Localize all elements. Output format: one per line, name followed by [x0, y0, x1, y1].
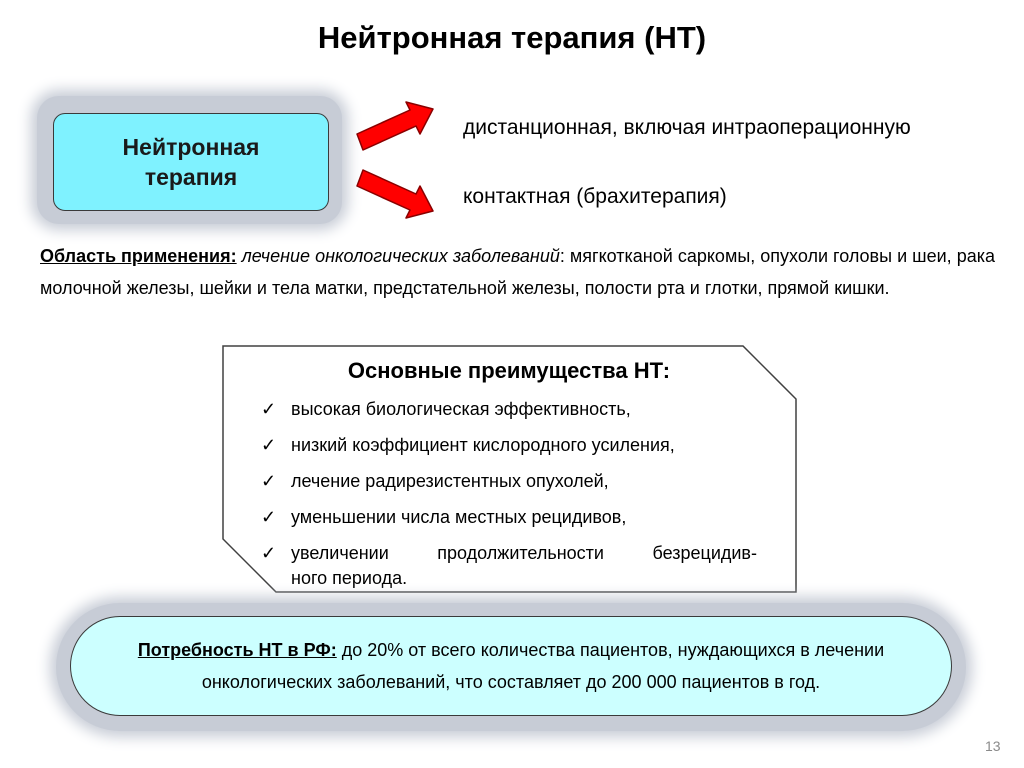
check-icon: ✓ [261, 435, 277, 455]
advantage-text: лечение радирезистентных опухолей, [291, 471, 609, 491]
neutron-therapy-box [53, 113, 329, 211]
need-label: Потребность НТ в РФ: [137, 640, 337, 660]
list-item [261, 469, 757, 494]
advantage-text: уменьшении числа местных рецидивов, [291, 507, 627, 527]
list-item [261, 433, 757, 458]
list-item [261, 397, 757, 422]
red-arrow-down-icon [357, 170, 433, 218]
application-area-label: Область применения: [40, 246, 237, 266]
check-icon: ✓ [261, 399, 277, 419]
list-item [261, 541, 757, 591]
page-number: 13 [985, 738, 1001, 754]
advantages-list [261, 397, 757, 602]
check-icon: ✓ [261, 471, 277, 491]
list-item [261, 505, 757, 530]
advantage-text: увеличении продолжительности безрецидив- [291, 543, 757, 563]
slide-title: Нейтронная терапия (НТ) [317, 20, 707, 55]
advantage-text: высокая биологическая эффективность, [291, 399, 631, 419]
check-icon: ✓ [261, 543, 277, 563]
need-text: до 20% от всего количества пациентов, нуждающихся в лечении онкологических заболеваний, что составляет до 200 000 пациентов в год. [201, 640, 885, 692]
advantage-text: низкий коэффициент кислородного усиления, [291, 435, 675, 455]
therapy-type-contact: контактная (брахитерапия) [463, 185, 727, 208]
therapy-type-distance: дистанционная, включая интраоперационную [463, 116, 911, 139]
check-icon: ✓ [261, 507, 277, 527]
red-arrow-up-icon [357, 102, 433, 150]
nt-box-line2: терапия [144, 164, 238, 190]
red-arrows [350, 100, 450, 225]
application-area [40, 240, 995, 304]
application-area-emphasis: лечение онкологических заболеваний [241, 246, 560, 266]
advantages-title: Основные преимущества НТ: [347, 358, 671, 383]
application-area-text: : мягкотканой саркомы, опухоли головы и шеи, рака молочной железы, шейки и тела матки, предстательной железы, полости рта и глотки, прямой кишки. [40, 246, 995, 298]
advantage-text-continued: ного периода. [291, 568, 408, 588]
need-box [70, 616, 952, 716]
nt-box-line1: Нейтронная [122, 134, 260, 160]
